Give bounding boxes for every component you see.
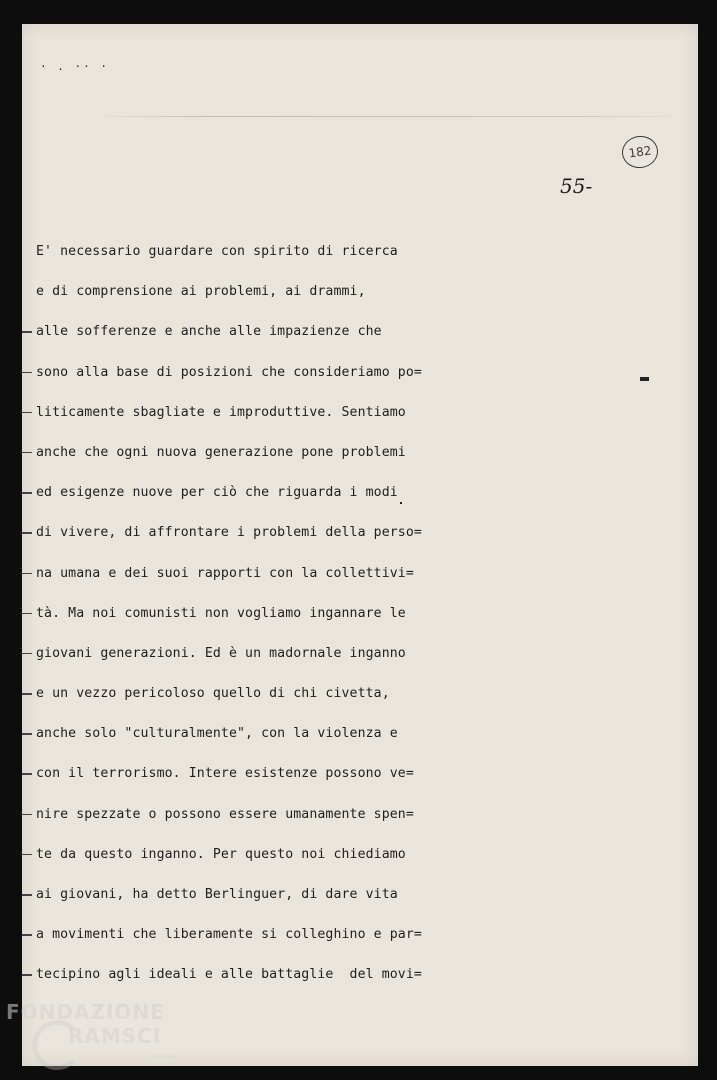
watermark-g-logo-icon <box>32 1020 82 1070</box>
fondazione-gramsci-watermark <box>6 1000 179 1061</box>
margin-tick <box>22 854 32 856</box>
text-line: ed esigenze nuove per ciò che riguarda i modi <box>36 473 676 513</box>
text-line: tà. Ma noi comunisti non vogliamo ingannare le <box>36 594 676 634</box>
text-line: anche solo "culturalmente", con la violenza e <box>36 714 676 754</box>
margin-tick <box>22 331 32 333</box>
margin-tick <box>22 412 32 414</box>
text-line: con il terrorismo. Intere esistenze possono ve= <box>36 754 676 794</box>
text-line: sono alla base di posizioni che consideriamo po= <box>36 353 676 393</box>
text-line: di vivere, di affrontare i problemi della perso= <box>36 513 676 553</box>
watermark-subtitle: onlus <box>152 1052 179 1061</box>
margin-tick <box>22 653 32 655</box>
archive-number-stamp: 182 <box>620 134 660 171</box>
margin-tick <box>22 613 32 615</box>
text-line: tecipino agli ideali e alle battaglie del movi= <box>36 955 676 995</box>
top-marks: · . ·· · <box>40 60 109 73</box>
margin-tick <box>22 934 32 936</box>
margin-tick <box>22 573 32 575</box>
text-line: ai giovani, ha detto Berlinguer, di dare vita <box>36 875 676 915</box>
typewritten-page <box>22 24 698 1066</box>
text-line: giovani generazioni. Ed è un madornale inganno <box>36 634 676 674</box>
text-line: alle sofferenze e anche alle impazienze che <box>36 312 676 352</box>
margin-tick <box>22 814 32 816</box>
margin-tick <box>22 532 32 534</box>
fold-line <box>92 116 692 117</box>
text-line: e di comprensione ai problemi, ai drammi, <box>36 284 366 300</box>
text-line: e un vezzo pericoloso quello di chi civetta, <box>36 674 676 714</box>
watermark-line2: RAMSCI <box>68 1024 162 1048</box>
margin-tick <box>22 693 32 695</box>
watermark-line1: FONDAZIONE <box>6 1000 165 1024</box>
text-line: na umana e dei suoi rapporti con la collettivi= <box>36 554 676 594</box>
typed-body <box>36 232 676 996</box>
margin-tick <box>22 492 32 494</box>
text-line: te da questo inganno. Per questo noi chiediamo <box>36 835 676 875</box>
margin-tick <box>22 773 32 775</box>
text-line: liticamente sbagliate e improduttive. Sentiamo <box>36 393 676 433</box>
margin-tick <box>22 452 32 454</box>
margin-tick <box>22 974 32 976</box>
text-line: E' necessario guardare con spirito di ricerca <box>36 244 398 259</box>
margin-tick <box>22 372 32 374</box>
margin-tick <box>22 733 32 735</box>
margin-tick <box>22 894 32 896</box>
page-number: 55- <box>560 174 593 198</box>
text-line: nire spezzate o possono essere umanamente spen= <box>36 795 676 835</box>
text-line: anche che ogni nuova generazione pone problemi <box>36 433 676 473</box>
text-line: a movimenti che liberamente si colleghino e par= <box>36 915 676 955</box>
